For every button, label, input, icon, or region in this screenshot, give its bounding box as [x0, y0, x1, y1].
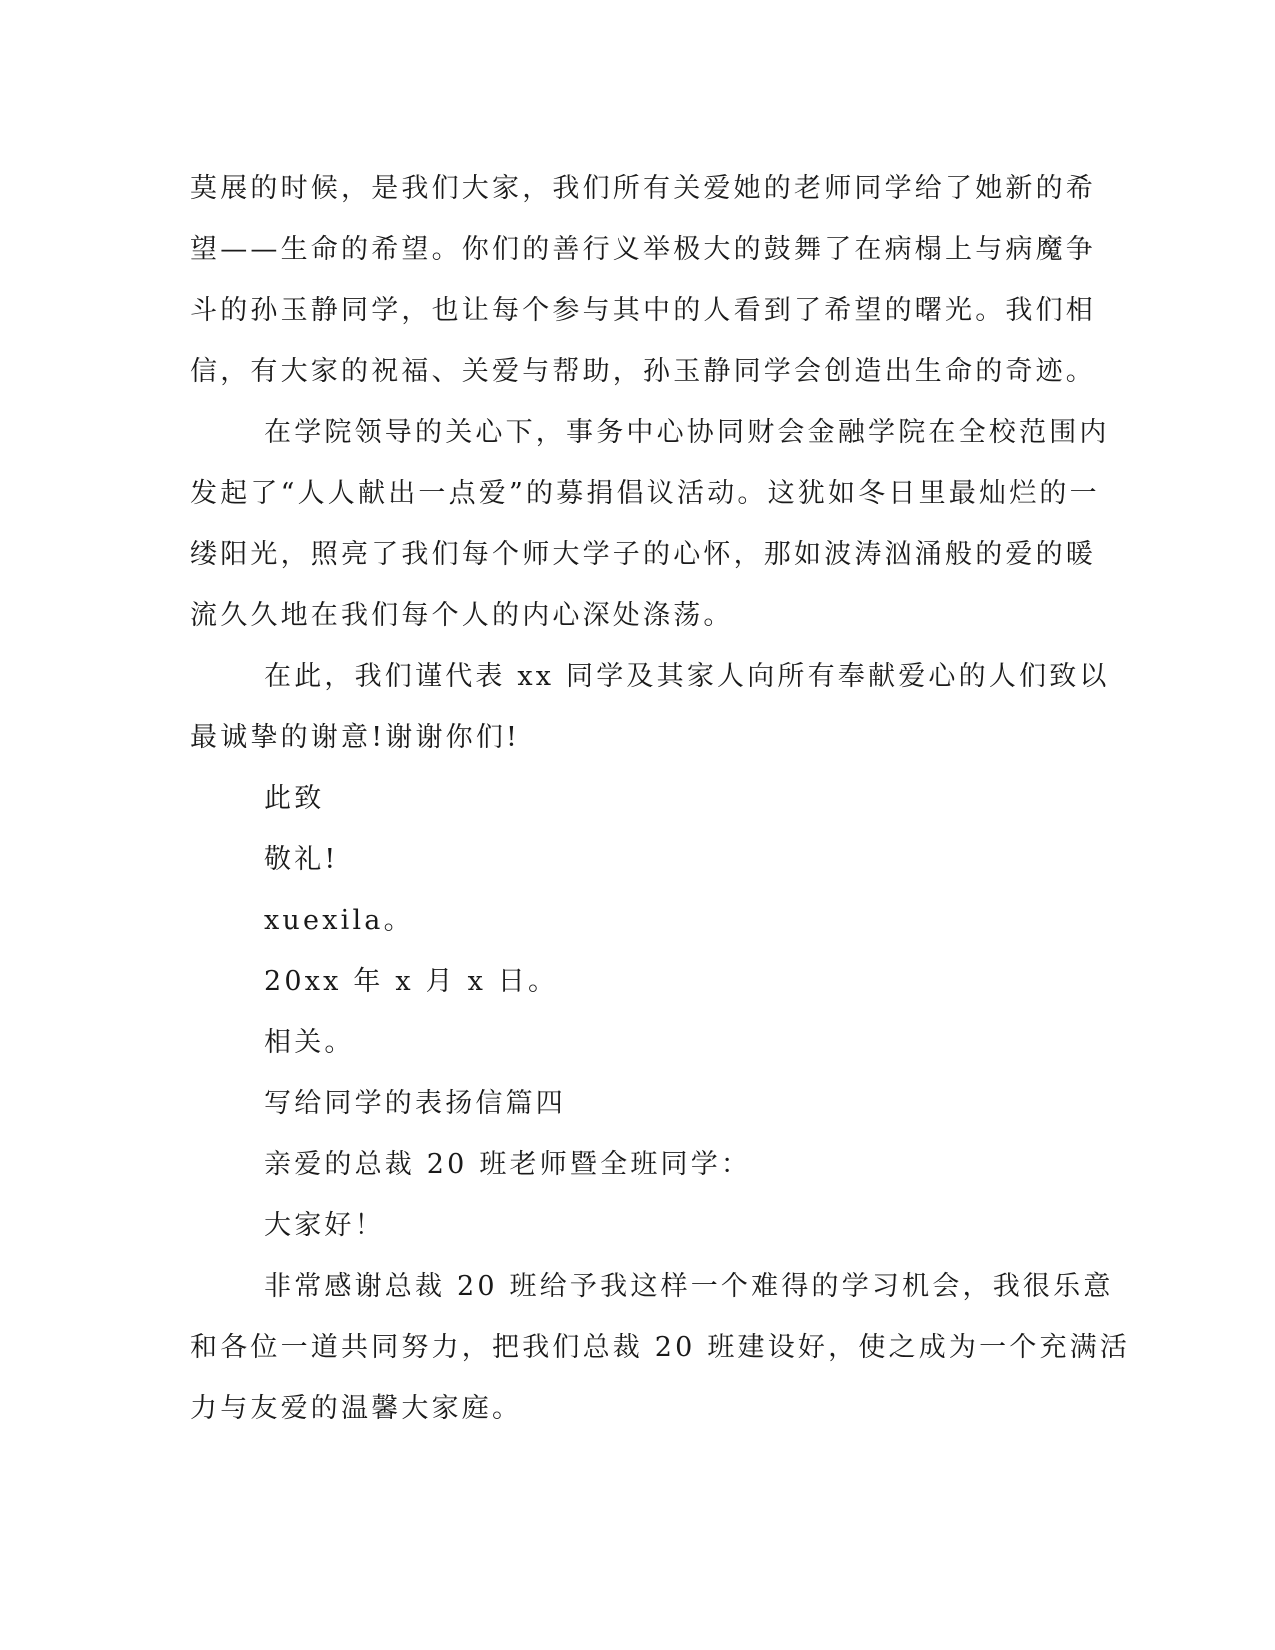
- text-line: 莫展的时候，是我们大家，我们所有关爱她的老师同学给了她新的希: [190, 173, 1096, 204]
- text-line: 在学院领导的关心下，事务中心协同财会金融学院在全校范围内: [264, 417, 1110, 448]
- text-line: 非常感谢总裁 20 班给予我这样一个难得的学习机会，我很乐意: [264, 1271, 1114, 1302]
- text-line: 最诚挚的谢意!谢谢你们!: [190, 722, 521, 753]
- closing-salute: 敬礼!: [264, 844, 339, 875]
- paragraph-gratitude: [190, 1256, 1131, 1439]
- letter-salutation: 亲爱的总裁 20 班老师暨全班同学：: [264, 1149, 752, 1180]
- text-line: 流久久地在我们每个人的内心深处涤荡。: [190, 600, 734, 631]
- text-line: 缕阳光，照亮了我们每个师大学子的心怀，那如波涛汹涌般的爱的暖: [190, 539, 1096, 570]
- section-title: 写给同学的表扬信篇四: [264, 1088, 566, 1119]
- related-label: 相关。: [264, 1027, 355, 1058]
- paragraph-continuation: [190, 158, 1096, 402]
- text-line: 力与友爱的温馨大家庭。: [190, 1393, 523, 1424]
- letter-date: 20xx 年 x 月 x 日。: [264, 966, 559, 997]
- closing-regards: 此致: [264, 783, 325, 814]
- text-line: 望——生命的希望。你们的善行义举极大的鼓舞了在病榻上与病魔争: [190, 234, 1096, 265]
- text-line: 斗的孙玉静同学，也让每个参与其中的人看到了希望的曙光。我们相: [190, 295, 1096, 326]
- text-line: 在此，我们谨代表 xx 同学及其家人向所有奉献爱心的人们致以: [264, 661, 1110, 692]
- letter-greeting: 大家好！: [264, 1210, 385, 1241]
- document-body: [190, 158, 1131, 1439]
- text-line: 和各位一道共同努力，把我们总裁 20 班建设好，使之成为一个充满活: [190, 1332, 1131, 1363]
- text-line: 信，有大家的祝福、关爱与帮助，孙玉静同学会创造出生命的奇迹。: [190, 356, 1096, 387]
- paragraph-fundraising: [190, 402, 1110, 646]
- text-line: 发起了“人人献出一点爱”的募捐倡议活动。这犹如冬日里最灿烂的一: [190, 478, 1100, 509]
- signature: xuexila。: [264, 905, 414, 936]
- paragraph-thanks: [190, 646, 1110, 768]
